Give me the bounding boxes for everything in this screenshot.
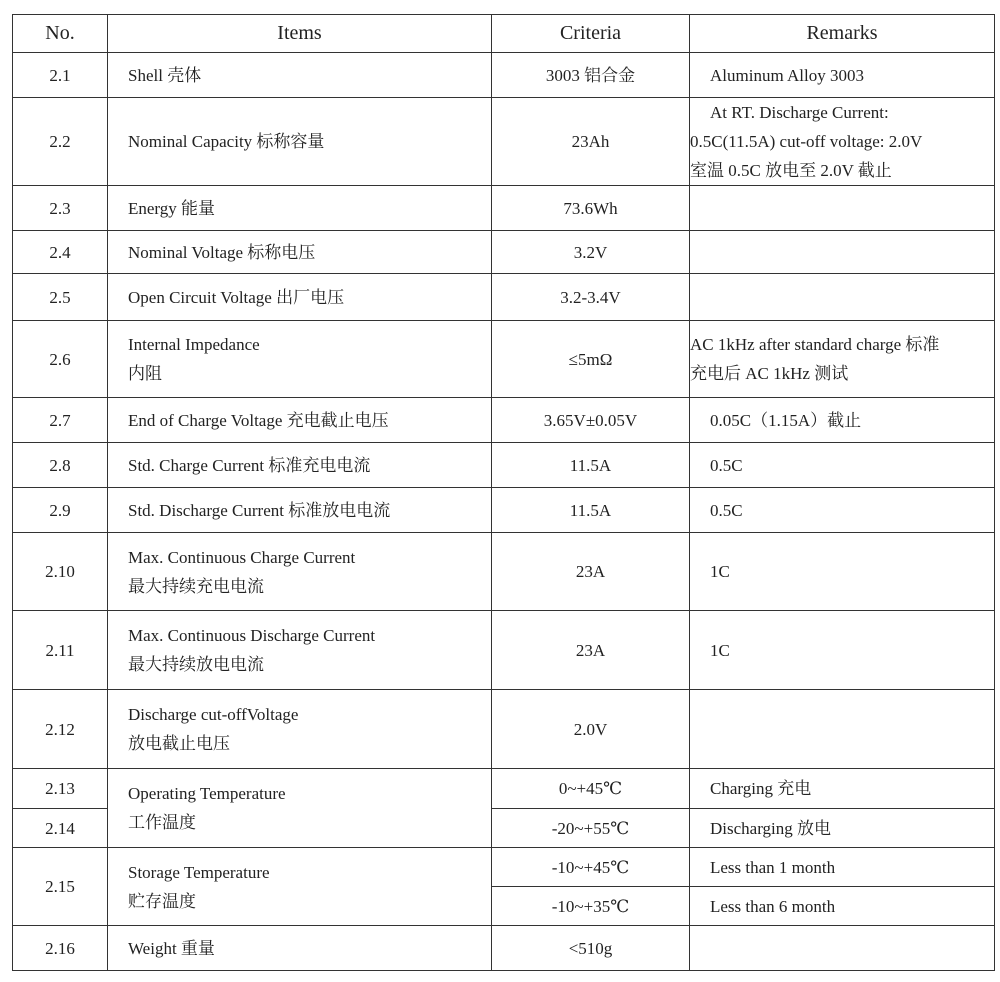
row-criteria: -20~+55℃ <box>492 809 690 848</box>
row-item: End of Charge Voltage 充电截止电压 <box>108 398 492 443</box>
item-line: Operating Temperature <box>128 784 286 803</box>
row-item: Nominal Voltage 标称电压 <box>108 231 492 274</box>
item-line: 贮存温度 <box>128 891 196 911</box>
row-criteria: ≤5mΩ <box>492 321 690 398</box>
row-criteria: 3.2-3.4V <box>492 274 690 321</box>
table-row <box>13 848 995 887</box>
row-remarks: Discharging 放电 <box>690 809 995 848</box>
table-row <box>13 398 995 443</box>
row-remarks <box>690 274 995 321</box>
row-item: Energy 能量 <box>108 186 492 231</box>
row-criteria: 23A <box>492 611 690 690</box>
item-line: 工作温度 <box>128 813 196 832</box>
row-remarks <box>690 98 995 186</box>
row-criteria: 0~+45℃ <box>492 769 690 809</box>
table-row <box>13 690 995 769</box>
table-row <box>13 321 995 398</box>
row-remarks: Less than 1 month <box>690 848 995 887</box>
header-row <box>13 15 995 53</box>
row-item <box>108 848 492 926</box>
row-no: 2.11 <box>13 611 108 690</box>
row-no: 2.1 <box>13 53 108 98</box>
item-line: 最大持续充电电流 <box>128 576 264 596</box>
item-line: 内阻 <box>128 364 162 383</box>
row-criteria: 3.2V <box>492 231 690 274</box>
row-criteria: 11.5A <box>492 443 690 488</box>
table-row <box>13 533 995 611</box>
row-remarks: 0.05C（1.15A）截止 <box>690 398 995 443</box>
row-no: 2.2 <box>13 98 108 186</box>
row-item <box>108 321 492 398</box>
row-criteria: 23A <box>492 533 690 611</box>
item-line: Storage Temperature <box>128 862 270 882</box>
table-row <box>13 769 995 809</box>
row-criteria: 3003 铝合金 <box>492 53 690 98</box>
table-row <box>13 611 995 690</box>
row-remarks <box>690 321 995 398</box>
item-line: Internal Impedance <box>128 335 260 354</box>
table-row <box>13 274 995 321</box>
row-no: 2.12 <box>13 690 108 769</box>
row-remarks: Less than 6 month <box>690 887 995 926</box>
row-remarks: 1C <box>690 533 995 611</box>
row-remarks: Aluminum Alloy 3003 <box>690 53 995 98</box>
row-no: 2.10 <box>13 533 108 611</box>
row-no: 2.8 <box>13 443 108 488</box>
row-remarks: 0.5C <box>690 488 995 533</box>
row-no: 2.13 <box>13 769 108 809</box>
header-no: No. <box>13 15 108 53</box>
remarks-line: At RT. Discharge Current: <box>710 103 889 122</box>
row-criteria: -10~+45℃ <box>492 848 690 887</box>
row-no: 2.16 <box>13 926 108 971</box>
header-criteria: Criteria <box>492 15 690 53</box>
row-no: 2.15 <box>13 848 108 926</box>
row-remarks: Charging 充电 <box>690 769 995 809</box>
row-remarks <box>690 690 995 769</box>
row-criteria: 11.5A <box>492 488 690 533</box>
row-item <box>108 611 492 690</box>
row-criteria: 3.65V±0.05V <box>492 398 690 443</box>
row-remarks: 0.5C <box>690 443 995 488</box>
remarks-line: 室温 0.5C 放电至 2.0V 截止 <box>690 161 892 180</box>
row-item <box>108 690 492 769</box>
row-remarks <box>690 186 995 231</box>
table-row <box>13 926 995 971</box>
item-line: 最大持续放电电流 <box>128 655 264 674</box>
item-line: Discharge cut-offVoltage <box>128 705 299 724</box>
header-remarks: Remarks <box>690 15 995 53</box>
row-no: 2.9 <box>13 488 108 533</box>
row-no: 2.5 <box>13 274 108 321</box>
row-remarks <box>690 231 995 274</box>
row-criteria: 73.6Wh <box>492 186 690 231</box>
row-criteria: 23Ah <box>492 98 690 186</box>
row-item: Open Circuit Voltage 出厂电压 <box>108 274 492 321</box>
row-no: 2.14 <box>13 809 108 848</box>
item-line: 放电截止电压 <box>128 734 230 753</box>
row-no: 2.6 <box>13 321 108 398</box>
row-item <box>108 533 492 611</box>
row-no: 2.3 <box>13 186 108 231</box>
row-remarks <box>690 926 995 971</box>
row-item: Std. Discharge Current 标准放电电流 <box>108 488 492 533</box>
item-line: Max. Continuous Charge Current <box>128 547 356 567</box>
remarks-line: 0.5C(11.5A) cut-off voltage: 2.0V <box>690 132 923 151</box>
row-criteria: -10~+35℃ <box>492 887 690 926</box>
row-no: 2.7 <box>13 398 108 443</box>
table-row <box>13 231 995 274</box>
table-row <box>13 443 995 488</box>
remarks-line: 充电后 AC 1kHz 测试 <box>690 364 849 383</box>
row-item: Std. Charge Current 标准充电电流 <box>108 443 492 488</box>
specification-table <box>12 14 995 971</box>
row-remarks: 1C <box>690 611 995 690</box>
header-items: Items <box>108 15 492 53</box>
row-item: Shell 壳体 <box>108 53 492 98</box>
row-criteria: <510g <box>492 926 690 971</box>
row-no: 2.4 <box>13 231 108 274</box>
row-item: Weight 重量 <box>108 926 492 971</box>
remarks-line: AC 1kHz after standard charge 标准 <box>690 335 940 354</box>
row-item: Nominal Capacity 标称容量 <box>108 98 492 186</box>
row-criteria: 2.0V <box>492 690 690 769</box>
table-row <box>13 98 995 186</box>
item-line: Max. Continuous Discharge Current <box>128 626 376 645</box>
table-row <box>13 186 995 231</box>
row-item <box>108 769 492 848</box>
table-row <box>13 488 995 533</box>
table-row <box>13 53 995 98</box>
